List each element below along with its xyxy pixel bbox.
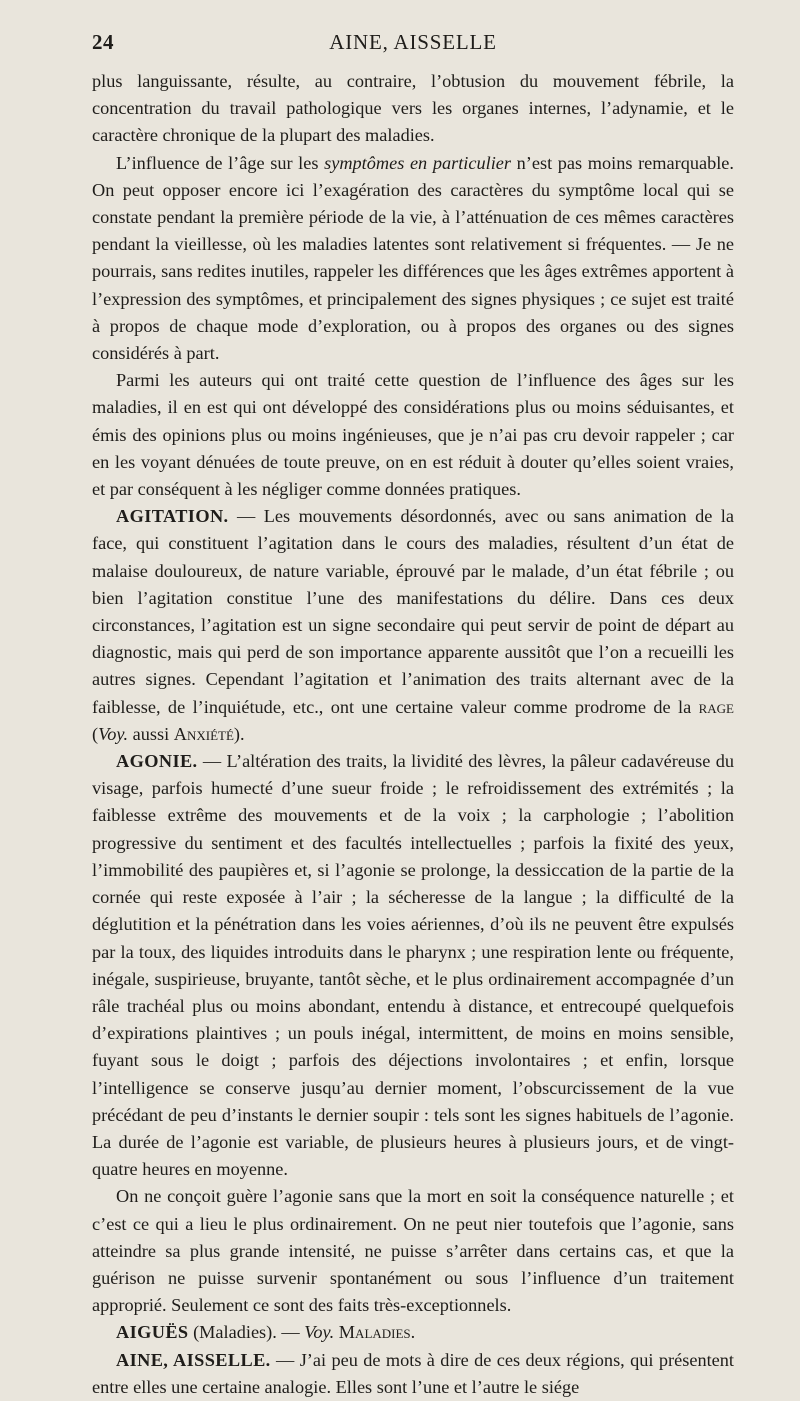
headword-agonie: AGONIE. xyxy=(116,751,198,772)
cross-reference: Maladies xyxy=(338,1322,411,1343)
page-number: 24 xyxy=(92,30,114,54)
page-header xyxy=(92,0,734,54)
headword-aigues: AIGUËS xyxy=(116,1322,189,1343)
entry-aine-aisselle: AINE, AISSELLE. — J’ai peu de mots à dire de ces deux régions, qui présentent entre elles une certaine analogie. Elles sont l’une et l’autre le siége xyxy=(92,1349,734,1397)
paragraph-age-influence: L’influence de l’âge sur les symptômes en particulier n’est pas moins remarquable. On peut opposer encore ici l’exagération des caractères du symptôme local qui se constate pendant la première période de la vie, à l’atténuation de ces mêmes caractères pendant la vieillesse, où les maladies latentes sont relativement si fréquentes. — Je ne pourrais, sans redites inutiles, rappeler les différences que les âges extrêmes apportent à l’expression des symptômes, et principalement des signes physiques ; ce sujet est traité à propos de chaque mode d’exploration, ou à propos des organes ou des signes considérés à part. xyxy=(92,152,734,364)
running-head: AINE, AISSELLE xyxy=(329,30,497,54)
entry-agitation: AGITATION. — Les mouvements désordonnés, avec ou sans animation de la face, qui constituent l’agitation dans le cours des maladies, résultent d’un état de malaise douloureux, de nature variable, éprouvé par le malade, d’un état fébrile ; ou bien l’agitation constitue l’une des manifestations du délire. Dans ces deux circonstances, l’agitation est un signe secondaire qui peut servir de point de départ au diagnostic, mais qui perd de son importance apparente aussitôt que l’on a recueilli les autres signes. Cependant l’agitation et l’animation des traits alternant avec de la faiblesse, de l’inquiétude, etc., ont une certaine valeur comme prodrome de la rage (Voy. aussi Anxiété). xyxy=(92,506,734,744)
paragraph-continuation: plus languissante, résulte, au contraire, l’obtusion du mouvement fébrile, la concentration du travail pathologique vers les organes internes, l’adynamie, et le caractère chronique de la plupart des maladies. xyxy=(92,71,734,146)
cross-reference: Anxiété xyxy=(173,723,234,744)
entry-aigues: AIGUËS (Maladies). — Voy. Maladies. xyxy=(116,1322,416,1343)
entry-agonie: AGONIE. — L’altération des traits, la lividité des lèvres, la pâleur cadavéreuse du visage, parfois humecté d’une sueur froide ; le refroidissement des extrémités ; la faiblesse extrême des mouvements et de la voix ; la carphologie ; l’abolition progressive du sentiment et des facultés intellectuelles ; parfois la fixité des yeux, l’immobilité des paupières et, si l’agonie se prolonge, la dessiccation de la partie de la cornée qui reste exposée à l’air ; la sécheresse de la langue ; la difficulté de la déglutition et la pénétration dans les voies aériennes, d’où ils ne peuvent être expulsés par la toux, des liquides introduits dans le pharynx ; une respiration lente ou fréquente, inégale, suspirieuse, bruyante, tantôt sèche, et le plus ordinairement accompagnée d’un râle trachéal plus ou moins abondant, entendu à distance, et entrecoupé quelquefois d’expirations plaintives ; un pouls inégal, intermittent, de moins en moins sensible, fuyant sous le doigt ; parfois des déjections involontaires ; et enfin, lorsque l’intelligence se conserve jusqu’au dernier moment, l’obscurcissement de la vue précédant de peu d’instants le dernier soupir : tels sont les signes habituels de l’agonie. La durée de l’agonie est variable, de plusieurs heures à plusieurs jours, et de vingt-quatre heures en moyenne. xyxy=(92,751,734,1180)
headword-aine-aisselle: AINE, AISSELLE. xyxy=(116,1349,271,1370)
emphasis-text: symptômes en particulier xyxy=(324,152,512,173)
cross-reference: rage xyxy=(698,696,734,717)
headword-agitation: AGITATION. xyxy=(116,506,229,527)
paragraph-authors: Parmi les auteurs qui ont traité cette question de l’influence des âges sur les maladies, il en est qui ont développé des considérations plus ou moins séduisantes, et émis des opinions plus ou moins ingénieuses, que je n’ai pas cru devoir rappeler ; car en les voyant dénuées de toute preuve, on en est réduit à douter qu’elles soient vraies, et par conséquent à les négliger comme données pratiques. xyxy=(92,370,734,500)
paragraph-agonie-conception: On ne conçoit guère l’agonie sans que la mort en soit la conséquence naturelle ; et c’est ce qui a lieu le plus ordinairement. On ne peut nier toutefois que l’agonie, sans atteindre sa plus grande intensité, ne puisse s’arrêter dans certains cas, et que la guérison ne puisse survenir spontanément ou sous l’influence d’un traitement approprié. Seulement ce sont des faits très-exceptionnels. xyxy=(92,1186,734,1316)
page-body xyxy=(92,68,734,1401)
